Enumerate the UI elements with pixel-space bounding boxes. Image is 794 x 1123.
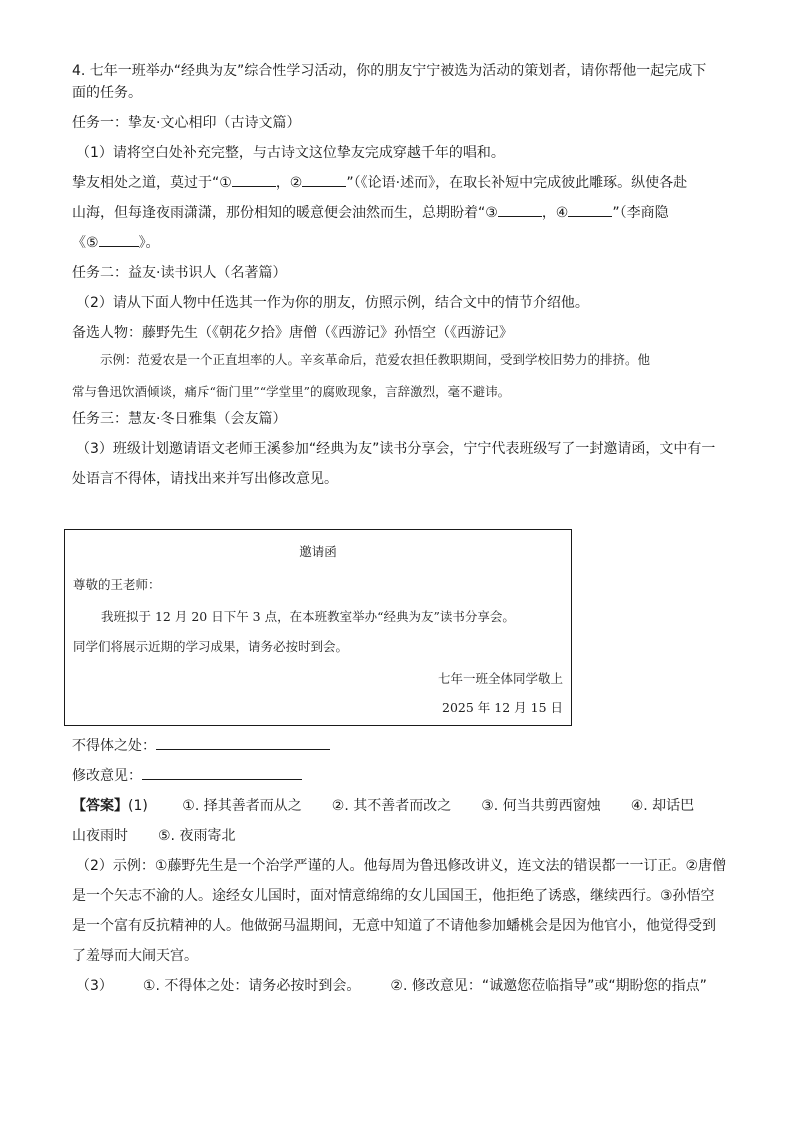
answer-part2-line2: 是一个矢志不渝的人。途经女儿国时，面对情意绵绵的女儿国国王，他拒绝了诱惑，继续西行。③孙悟空 <box>72 888 715 904</box>
question-section <box>72 60 724 490</box>
q2-prompt: （2）请从下面人物中任选其一作为你的朋友，仿照示例，结合文中的情节介绍他。 <box>76 295 589 311</box>
question-intro-line1: 4. 七年一班举办“经典为友”综合性学习活动，你的朋友宁宁被选为活动的策划者，请你帮他一起完成下 <box>72 63 707 79</box>
answer-item-num: ①. <box>182 798 200 814</box>
answer-item <box>332 795 451 817</box>
q1-fill-line1 <box>72 172 724 194</box>
task2-title: 任务二：益友·读书识人（名著篇） <box>72 265 287 281</box>
answer-part2-line1: （2）示例：①藤野先生是一个治学严谨的人。他每周为鲁迅修改讲义，连文法的错误都一一订正。②唐僧 <box>76 858 727 874</box>
q1-text: ”（《论语·述而》，在取长补短中完成彼此雕琢。纵使各赴 <box>346 175 688 191</box>
answer-item-num: ③. <box>481 798 499 814</box>
answer-item <box>481 795 600 817</box>
blank-2[interactable] <box>302 172 346 187</box>
answer-part3-num: （3） <box>76 978 113 994</box>
q1-text: 《⑤ <box>72 235 99 251</box>
q1-text: ，④ <box>541 205 569 221</box>
answer-item <box>631 795 694 817</box>
answer-item-num: ②. <box>390 978 408 994</box>
improper-row <box>72 734 330 757</box>
blank-5[interactable] <box>99 232 139 247</box>
q1-fill-line3 <box>72 232 724 254</box>
q1-text: 》。 <box>138 235 160 251</box>
letter-body-line1: 我班拟于 12 月 20 日下午 3 点，在本班教室举办“经典为友”读书分享会。 <box>101 609 515 624</box>
task3-title: 任务三：慧友·冬日雅集（会友篇） <box>72 411 287 427</box>
q1-prompt: （1）请将空白处补充完整，与古诗文这位挚友完成穿越千年的唱和。 <box>76 145 505 161</box>
answer-part2-line4: 了羞辱而大闹天宫。 <box>72 948 198 964</box>
improper-label: 不得体之处： <box>72 738 156 754</box>
invitation-letter-box <box>64 529 572 726</box>
q1-fill-line2 <box>72 202 724 224</box>
answer-item-text: 却话巴 <box>652 798 695 814</box>
answer-item-text: 不得体之处：请务必按时到会。 <box>164 978 361 994</box>
revision-label: 修改意见： <box>72 768 142 784</box>
blank-1[interactable] <box>232 172 276 187</box>
answer-item-text: 择其善者而从之 <box>203 798 302 814</box>
question-intro-line2: 面的任务。 <box>72 85 142 101</box>
q3-prompt-line1: （3）班级计划邀请语文老师王溪参加“经典为友”读书分享会，宁宁代表班级写了一封邀请函，文中有一 <box>76 441 716 457</box>
example-block <box>72 344 724 408</box>
letter-date: 2025 年 12 月 15 日 <box>442 700 563 715</box>
answer-item <box>143 975 360 997</box>
answer-part1-cont <box>72 825 724 847</box>
blank-4[interactable] <box>568 202 612 217</box>
answer-item <box>158 825 235 847</box>
answer-item-num: ②. <box>331 798 349 814</box>
improper-answer-line[interactable] <box>156 734 330 750</box>
answer-part1 <box>72 795 724 817</box>
answer-item <box>390 975 706 997</box>
q1-text: ，② <box>275 175 303 191</box>
letter-salutation: 尊敬的王老师： <box>73 577 161 592</box>
answer-item-num: ①. <box>142 978 160 994</box>
answer-part1-num: (1) <box>128 798 148 814</box>
letter-signature: 七年一班全体同学敬上 <box>437 671 563 686</box>
answer-item-text: 其不善者而改之 <box>353 798 452 814</box>
answer-item-text: 夜雨寄北 <box>179 828 236 844</box>
answer-section <box>72 795 727 1005</box>
letter-body-line2: 同学们将展示近期的学习成果，请务必按时到会。 <box>73 639 349 654</box>
letter-title: 邀请函 <box>299 544 337 559</box>
answer-item-text: 何当共剪西窗烛 <box>502 798 601 814</box>
answer-label: 【答案】 <box>72 798 128 814</box>
answer-item-text: 修改意见：“诚邀您莅临指导”或“期盼您的指点” <box>411 978 707 994</box>
answer-item-num: ④. <box>630 798 648 814</box>
blank-3[interactable] <box>498 202 542 217</box>
answer-item <box>182 795 301 817</box>
q1-text: 挚友相处之道，莫过于“① <box>72 175 232 191</box>
answer-item-text: 山夜雨时 <box>72 828 128 844</box>
task1-title: 任务一：挚友·文心相印（古诗文篇） <box>72 115 301 131</box>
q1-text: 山海，但每逢夜雨潇潇，那份相知的暖意便会油然而生，总期盼着“③ <box>72 205 498 221</box>
answer-item-num: ⑤. <box>158 828 176 844</box>
q1-text: ”（李商隐 <box>612 205 669 221</box>
answer-part3 <box>72 975 724 997</box>
q3-prompt-line2: 处语言不得体，请找出来并写出修改意见。 <box>72 471 338 487</box>
candidates: 备选人物：藤野先生（《朝花夕拾》唐僧（《西游记》孙悟空（《西游记》 <box>72 325 513 341</box>
example-line2: 常与鲁迅饮酒倾谈，痛斥“衙门里”“学堂里”的腐败现象，言辞激烈，毫不避讳。 <box>72 384 511 399</box>
revision-row <box>72 764 302 787</box>
revision-answer-line[interactable] <box>142 764 302 780</box>
example-line1: 示例：范爱农是一个正直坦率的人。辛亥革命后，范爱农担任教职期间，受到学校旧势力的排挤。他 <box>100 352 651 367</box>
answer-part2-line3: 是一个富有反抗精神的人。他做弼马温期间，无意中知道了不请他参加蟠桃会是因为他官小，他觉得受到 <box>72 918 716 934</box>
